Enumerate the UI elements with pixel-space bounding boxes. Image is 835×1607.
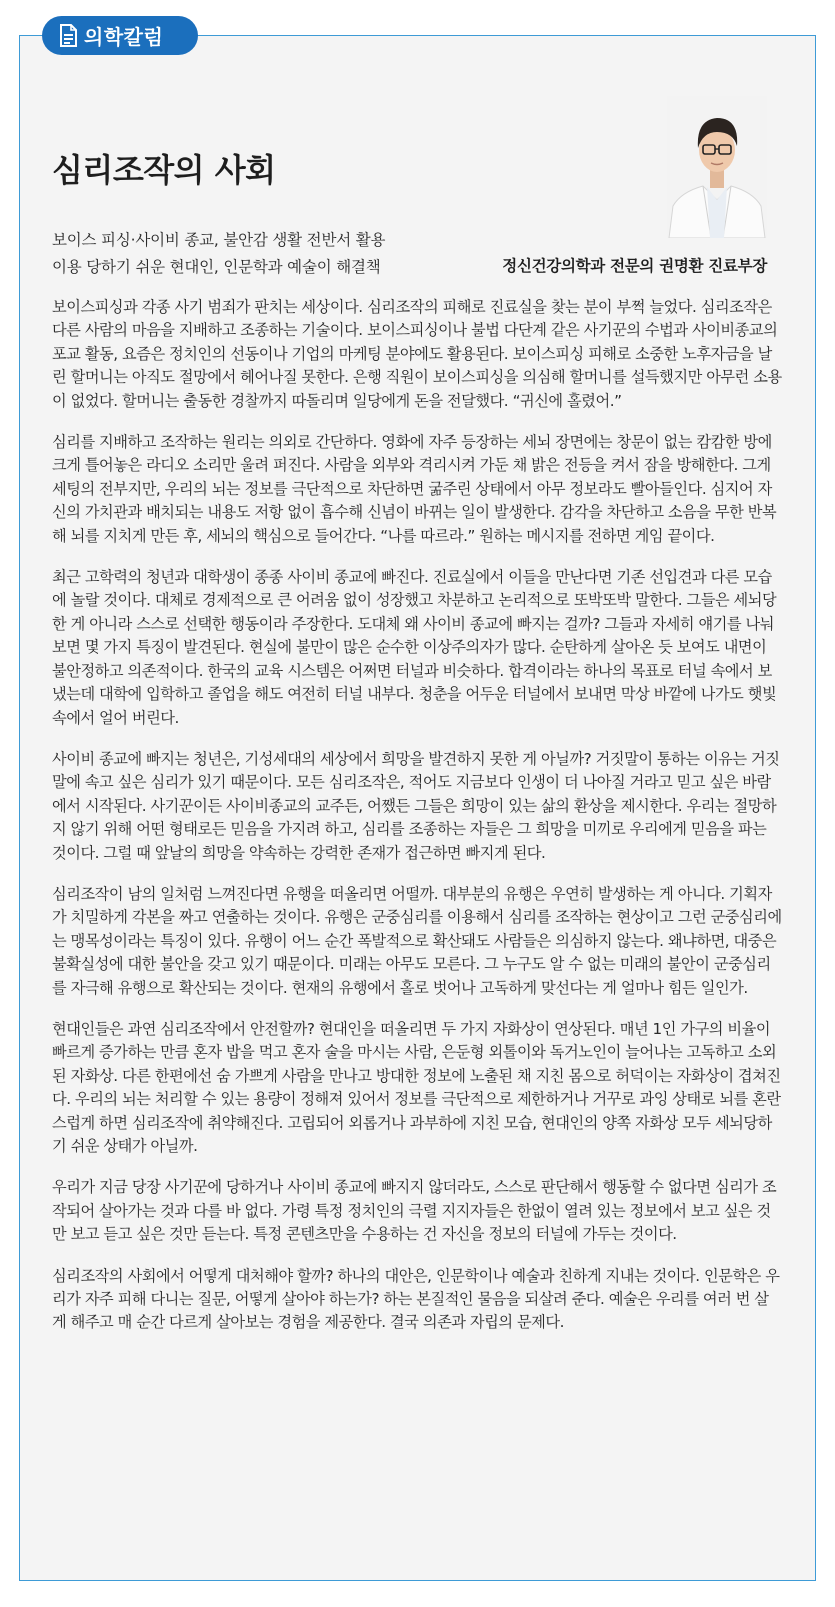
paragraph: 심리조작이 남의 일처럼 느껴진다면 유행을 떠올리면 어떨까. 대부분의 유행은 우연히 발생하는 게 아니다. 기획자가 치밀하게 각본을 짜고 연출하는 것이다. 유행은 군중심리를 이용해서 심리를 조작하는 현상이고 그런 군중심리에는 맹목성이라는 특징이 있다. 유행이 어느 순간 폭발적으로 확산돼도 사람들은 의심하지 않는다. 왜냐하면, 대중은 불확실성에 대한 불안을 갖고 있기 때문이다. 미래는 아무도 모른다. 그 누구도 알 수 없는 미래의 불안이 군중심리를 자극해 유행으로 확산되는 것이다. 현재의 유행에서 홀로 벗어나 고독하게 맞선다는 게 얼마나 힘든 일인가.: [52, 884, 782, 997]
subtitle: [52, 227, 385, 281]
paragraph: 심리조작의 사회에서 어떻게 대처해야 할까? 하나의 대안은, 인문학이나 예술과 친하게 지내는 것이다. 인문학은 우리가 자주 피해 다니는 질문, 어떻게 살아야 하는가? 하는 본질적인 물음을 되살려 준다. 예술은 우리를 여러 번 살게 해주고 매 순간 다르게 살아보는 경험을 제공한다. 결국 의존과 자립의 문제다.: [52, 1266, 780, 1332]
subtitle-line: 보이스 피싱·사이비 종교, 불안감 생활 전반서 활용: [52, 231, 386, 249]
paragraph: 현대인들은 과연 심리조작에서 안전할까? 현대인을 떠올리면 두 가지 자화상이 연상된다. 매년 1인 가구의 비율이 빠르게 증가하는 만큼 혼자 밥을 먹고 혼자 술을 마시는 사람, 은둔형 외톨이와 독거노인이 늘어나는 고독하고 소외된 자화상. 다른 한편에선 숨 가쁘게 사람을 만나고 방대한 정보에 노출된 채 지친 몸으로 허덕이는 자화상이 겹쳐진다. 우리의 뇌는 처리할 수 있는 용량이 정해져 있어서 정보를 극단적으로 제한하거나 거꾸로 과잉 상태로 뇌를 혼란스럽게 하면 심리조작에 취약해진다. 고립되어 외롭거나 과부하에 지친 모습, 현대인의 양쪽 자화상 모두 세뇌당하기 쉬운 상태가 아닐까.: [52, 1019, 781, 1155]
article-title: 심리조작의 사회: [52, 151, 276, 189]
paragraph: 최근 고학력의 청년과 대학생이 종종 사이비 종교에 빠진다. 진료실에서 이들을 만난다면 기존 선입견과 다른 모습에 놀랄 것이다. 대체로 경제적으로 큰 어려움 없이 성장했고 차분하고 논리적으로 또박또박 말한다. 그들은 세뇌당한 게 아니라 스스로 선택한 행동이라 주장한다. 도대체 왜 사이비 종교에 빠지는 걸까? 그들과 자세히 얘기를 나눠보면 몇 가지 특징이 발견된다. 현실에 불만이 많은 순수한 이상주의자가 많다. 순탄하게 살아온 듯 보여도 내면이 불안정하고 의존적이다. 한국의 교육 시스템은 어쩌면 터널과 비슷하다. 합격이라는 하나의 목표로 터널 속에서 보냈는데 대학에 입학하고 졸업을 해도 여전히 터널 내부다. 청춘을 어두운 터널에서 보내면 막상 바깥에 나가도 햇빛 속에서 얼어 버린다.: [52, 568, 777, 727]
paragraph: 보이스피싱과 각종 사기 범죄가 판치는 세상이다. 심리조작의 피해로 진료실을 찾는 분이 부쩍 늘었다. 심리조작은 다른 사람의 마음을 지배하고 조종하는 기술이다. 보이스피싱이나 불법 다단계 같은 사기꾼의 수법과 사이비종교의 포교 활동, 요즘은 정치인의 선동이나 기업의 마케팅 분야에도 활용된다. 보이스피싱 피해로 소중한 노후자금을 날린 할머니는 아직도 절망에서 헤어나질 못한다. 은행 직원이 보이스피싱을 의심해 할머니를 설득했지만 아무런 소용이 없었다. 할머니는 출동한 경찰까지 따돌리며 일당에게 돈을 전달했다. “귀신에 홀렸어.”: [52, 298, 782, 410]
document-icon: [58, 24, 78, 48]
subtitle-line: 이용 당하기 쉬운 현대인, 인문학과 예술이 해결책: [52, 258, 381, 276]
author-photo: [667, 96, 767, 238]
badge-label: 의학칼럼: [84, 25, 164, 49]
paragraph: 심리를 지배하고 조작하는 원리는 의외로 간단하다. 영화에 자주 등장하는 세뇌 장면에는 창문이 없는 캄캄한 방에 크게 틀어놓은 라디오 소리만 울려 퍼진다. 사람을 외부와 격리시켜 가둔 채 밝은 전등을 켜서 잠을 방해한다. 그게 세팅의 전부지만, 우리의 뇌는 정보를 극단적으로 차단하면 굶주린 상태에서 아무 정보라도 빨아들인다. 심지어 자신의 가치관과 배치되는 내용도 저항 없이 흡수해 신념이 바뀌는 일이 발생한다. 감각을 차단하고 소음을 무한 반복해 뇌를 지치게 만든 후, 세뇌의 핵심으로 들어간다. “나를 따르라.” 원하는 메시지를 전하면 게임 끝이다.: [52, 433, 777, 545]
article-body: [52, 296, 782, 1353]
author-byline: 정신건강의학과 전문의 권명환 진료부장: [502, 257, 767, 275]
column-badge: [42, 16, 198, 55]
paragraph: 사이비 종교에 빠지는 청년은, 기성세대의 세상에서 희망을 발견하지 못한 게 아닐까? 거짓말이 통하는 이유는 거짓말에 속고 싶은 심리가 있기 때문이다. 모든 심리조작은, 적어도 지금보다 인생이 더 나아질 거라고 믿고 싶은 바람에서 시작된다. 사기꾼이든 사이비종교의 교주든, 어쨌든 그들은 희망이 있는 삶의 환상을 제시한다. 우리는 절망하지 않기 위해 어떤 형태로든 믿음을 가지려 하고, 심리를 조종하는 자들은 그 희망을 미끼로 우리에게 믿음을 파는 것이다. 그럴 때 앞날의 희망을 약속하는 강력한 존재가 접근하면 빠지게 된다.: [52, 749, 780, 862]
paragraph: 우리가 지금 당장 사기꾼에 당하거나 사이비 종교에 빠지지 않더라도, 스스로 판단해서 행동할 수 없다면 심리가 조작되어 살아가는 것과 다를 바 없다. 가령 특정 정치인의 극렬 지지자들은 한없이 열려 있는 정보에서 보고 싶은 것만 보고 듣고 싶은 것만 듣는다. 특정 콘텐츠만을 수용하는 건 자신을 정보의 터널에 가두는 것이다.: [52, 1178, 777, 1244]
